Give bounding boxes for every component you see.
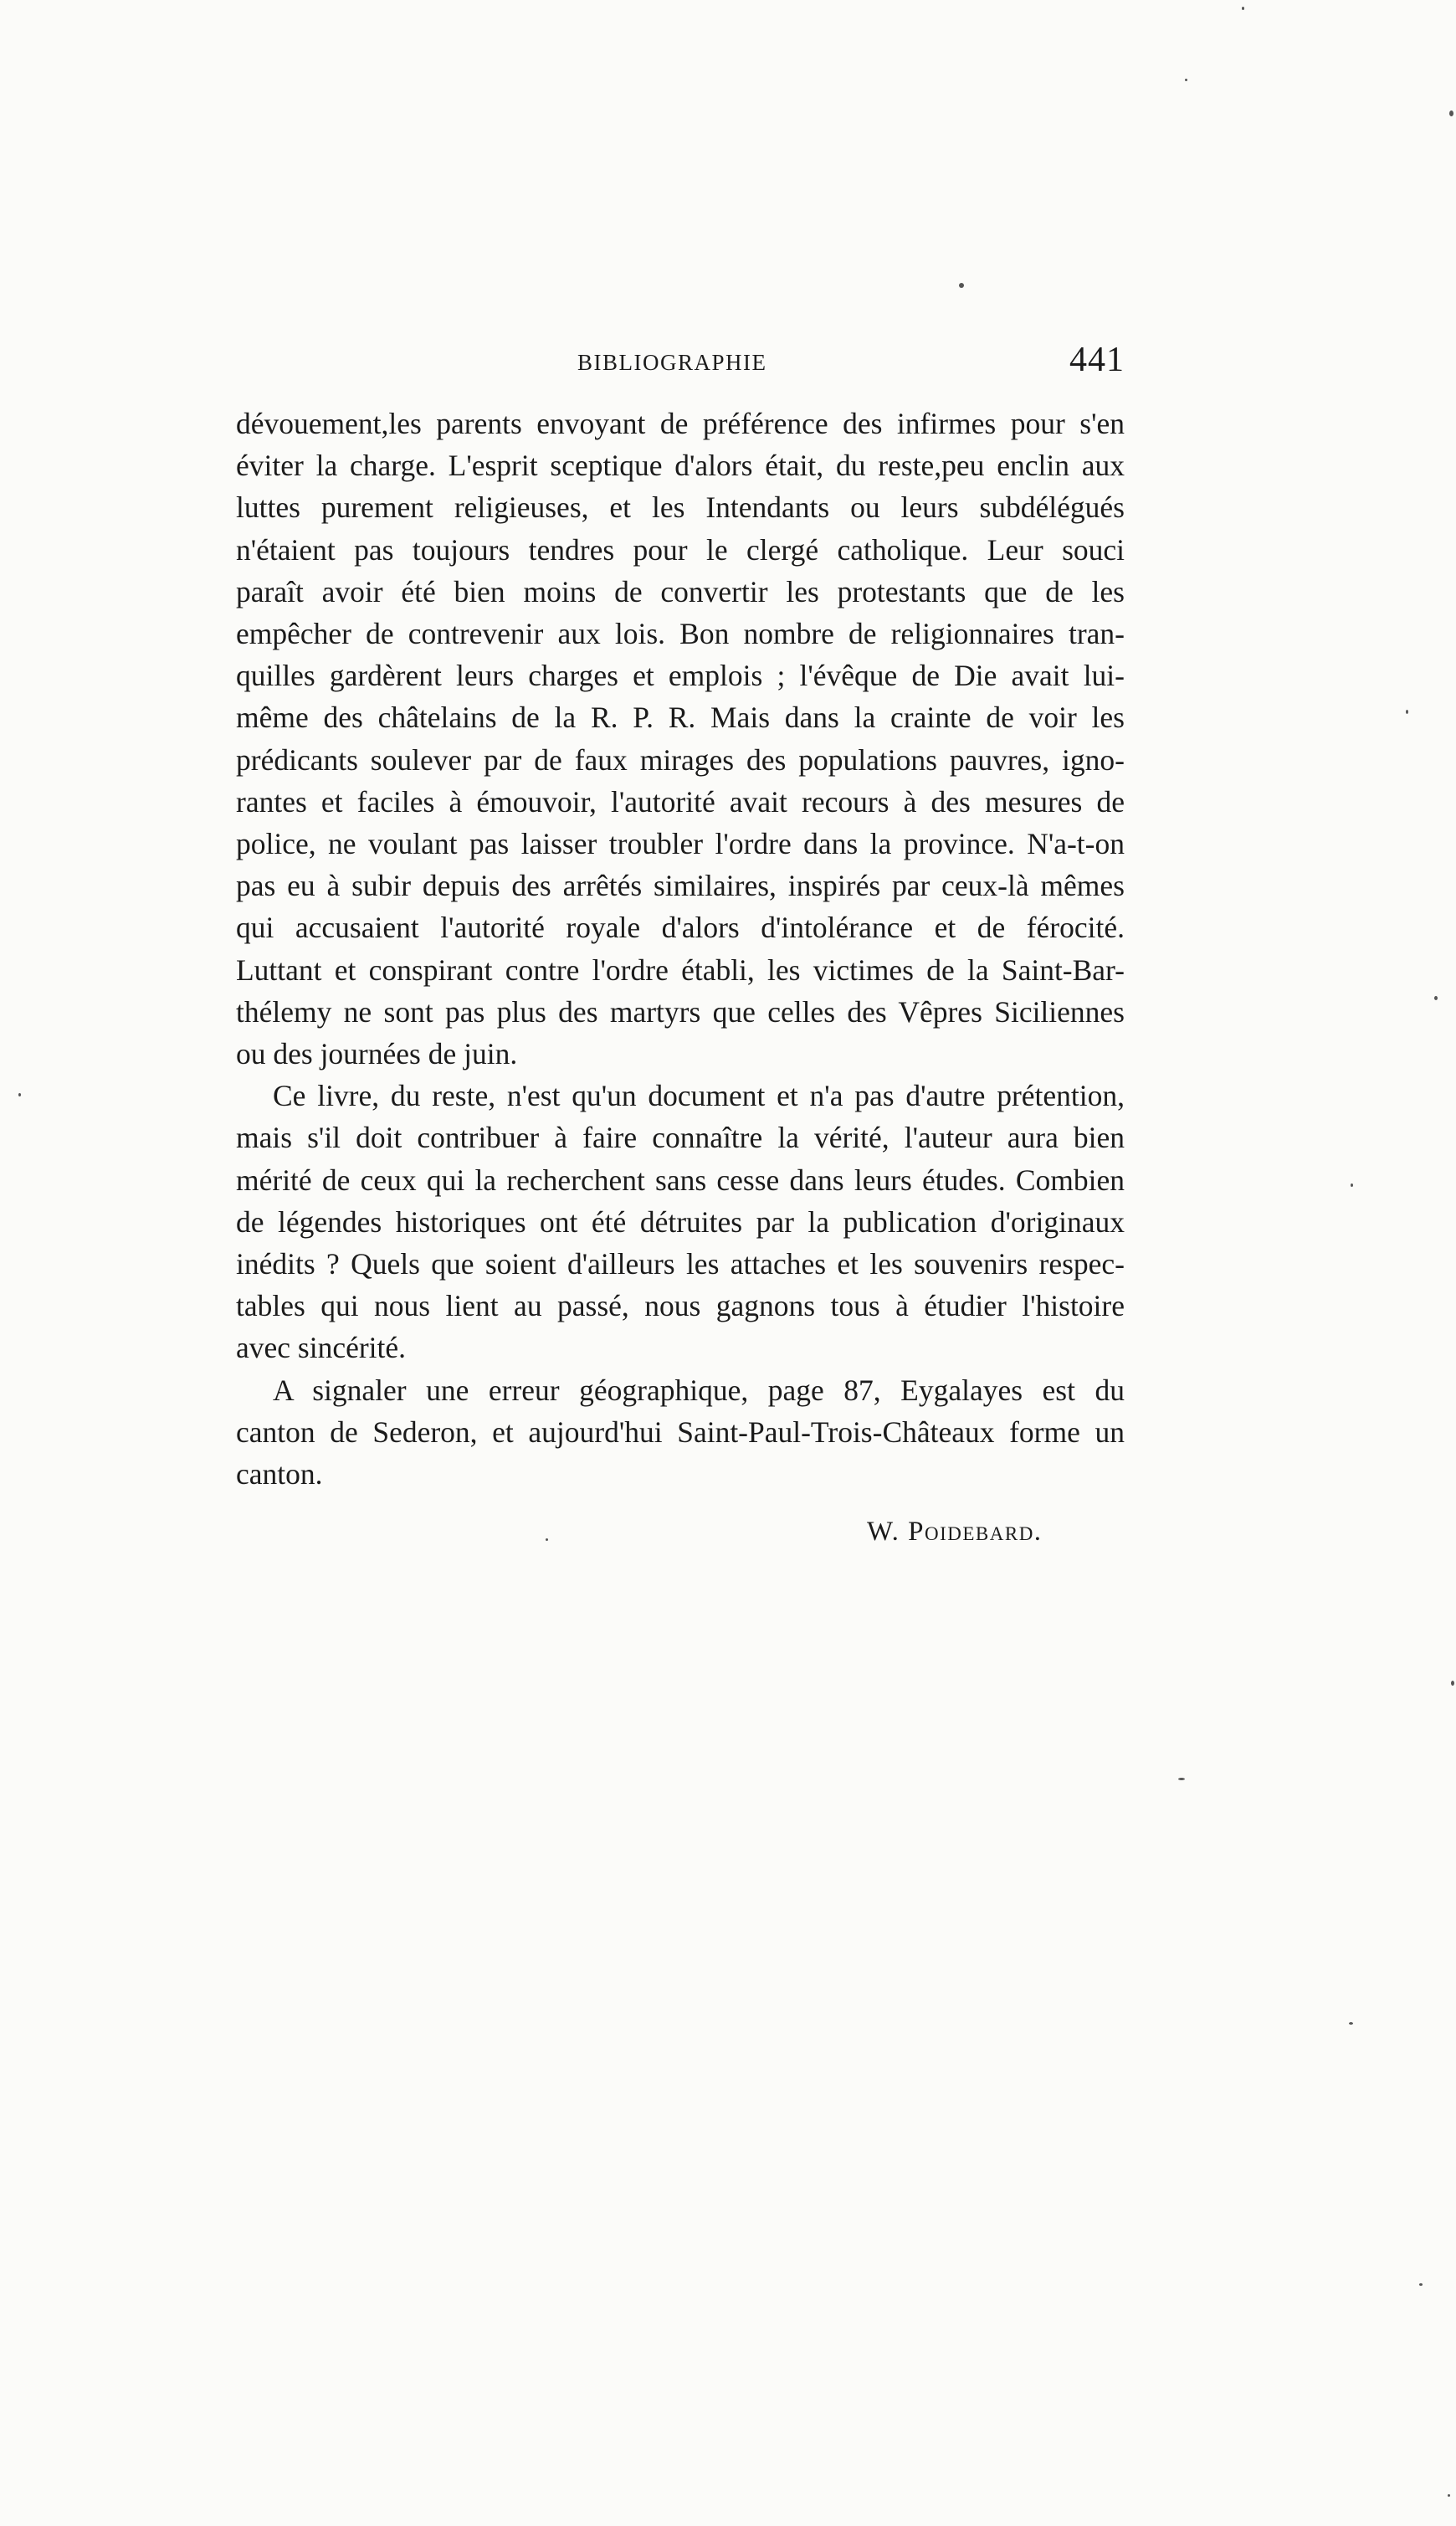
scan-speck [1349,2022,1353,2025]
text-line: canton de Sederon, et aujourd'hui Saint-Paul-Trois-Châteaux forme un [236,1414,1125,1449]
text-line: tables qui nous lient au passé, nous gagnons tous à étudier l'histoire [236,1289,1125,1323]
text-line: A signaler une erreur géographique, page 87, Eygalayes est du [273,1373,1125,1407]
scan-speck [546,1538,548,1541]
scan-speck [1406,710,1408,714]
text-line: pas eu à subir depuis des arrêtés similaires, inspirés par ceux-là mêmes [236,869,1125,903]
text-line: Luttant et conspirant contre l'ordre établi, les victimes de la Saint-Bar- [236,952,1125,987]
text-line: éviter la charge. L'esprit sceptique d'alors était, du reste,peu enclin aux [236,449,1125,483]
text-line: inédits ? Quels que soient d'ailleurs les attaches et les souvenirs respec- [236,1247,1125,1281]
text-line: rantes et faciles à émouvoir, l'autorité avait recours à des mesures de [236,784,1125,819]
text-line: Ce livre, du reste, n'est qu'un document et n'a pas d'autre prétention, [273,1079,1125,1113]
text-line: mérité de ceux qui la recherchent sans cesse dans leurs études. Combien [236,1163,1125,1197]
text-line: empêcher de contrevenir aux lois. Bon nombre de religionnaires tran- [236,617,1125,651]
scan-speck [1178,1778,1185,1780]
author-signature [867,1517,1043,1548]
author-initial: W. [867,1517,900,1547]
text-line: ou des journées de juin. [236,1037,518,1071]
text-line: luttes purement religieuses, et les Intendants ou leurs subdélégués [236,490,1125,525]
paragraph-1 [236,403,1125,1075]
scan-speck [1451,1681,1454,1686]
text-line: même des châtelains de la R. P. R. Mais dans la crainte de voir les [236,701,1125,735]
scan-speck [1351,1183,1353,1187]
text-line: canton. [236,1457,323,1491]
scan-speck [1449,110,1453,116]
author-surname: Poidebard. [908,1517,1043,1547]
text-line: paraît avoir été bien moins de convertir les protestants que de les [236,574,1125,608]
text-line: avec sincérité. [236,1331,407,1365]
text-line: prédicants soulever par de faux mirages des populations pauvres, igno- [236,742,1125,777]
scan-speck [1434,996,1438,1000]
scan-speck [1448,2494,1450,2497]
text-line: quilles gardèrent leurs charges et emplois ; l'évêque de Die avait lui- [236,659,1125,693]
scan-speck [1419,2283,1423,2286]
scan-speck [1185,79,1187,81]
text-line: qui accusaient l'autorité royale d'alors d'intolérance et de férocité. [236,911,1125,945]
paragraph-3 [236,1369,1125,1496]
paragraph-2 [236,1075,1125,1368]
running-title: BIBLIOGRAPHIE [577,350,767,375]
text-line: police, ne voulant pas laisser troubler l'ordre dans la province. N'a-t-on [236,827,1125,861]
page-header [236,335,1125,402]
text-line: de légendes historiques ont été détruites par la publication d'originaux [236,1204,1125,1239]
scan-speck [1242,7,1244,10]
text-line: n'étaient pas toujours tendres pour le clergé catholique. Leur souci [236,532,1125,567]
text-line: dévouement,les parents envoyant de préférence des infirmes pour s'en [236,407,1125,440]
page-number: 441 [1069,341,1125,379]
scan-speck [959,283,964,288]
text-line: mais s'il doit contribuer à faire connaître la vérité, l'auteur aura bien [236,1121,1125,1155]
body-text [236,403,1125,1495]
text-line: thélemy ne sont pas plus des martyrs que celles des Vêpres Siciliennes [236,994,1125,1029]
scan-speck [18,1093,21,1096]
